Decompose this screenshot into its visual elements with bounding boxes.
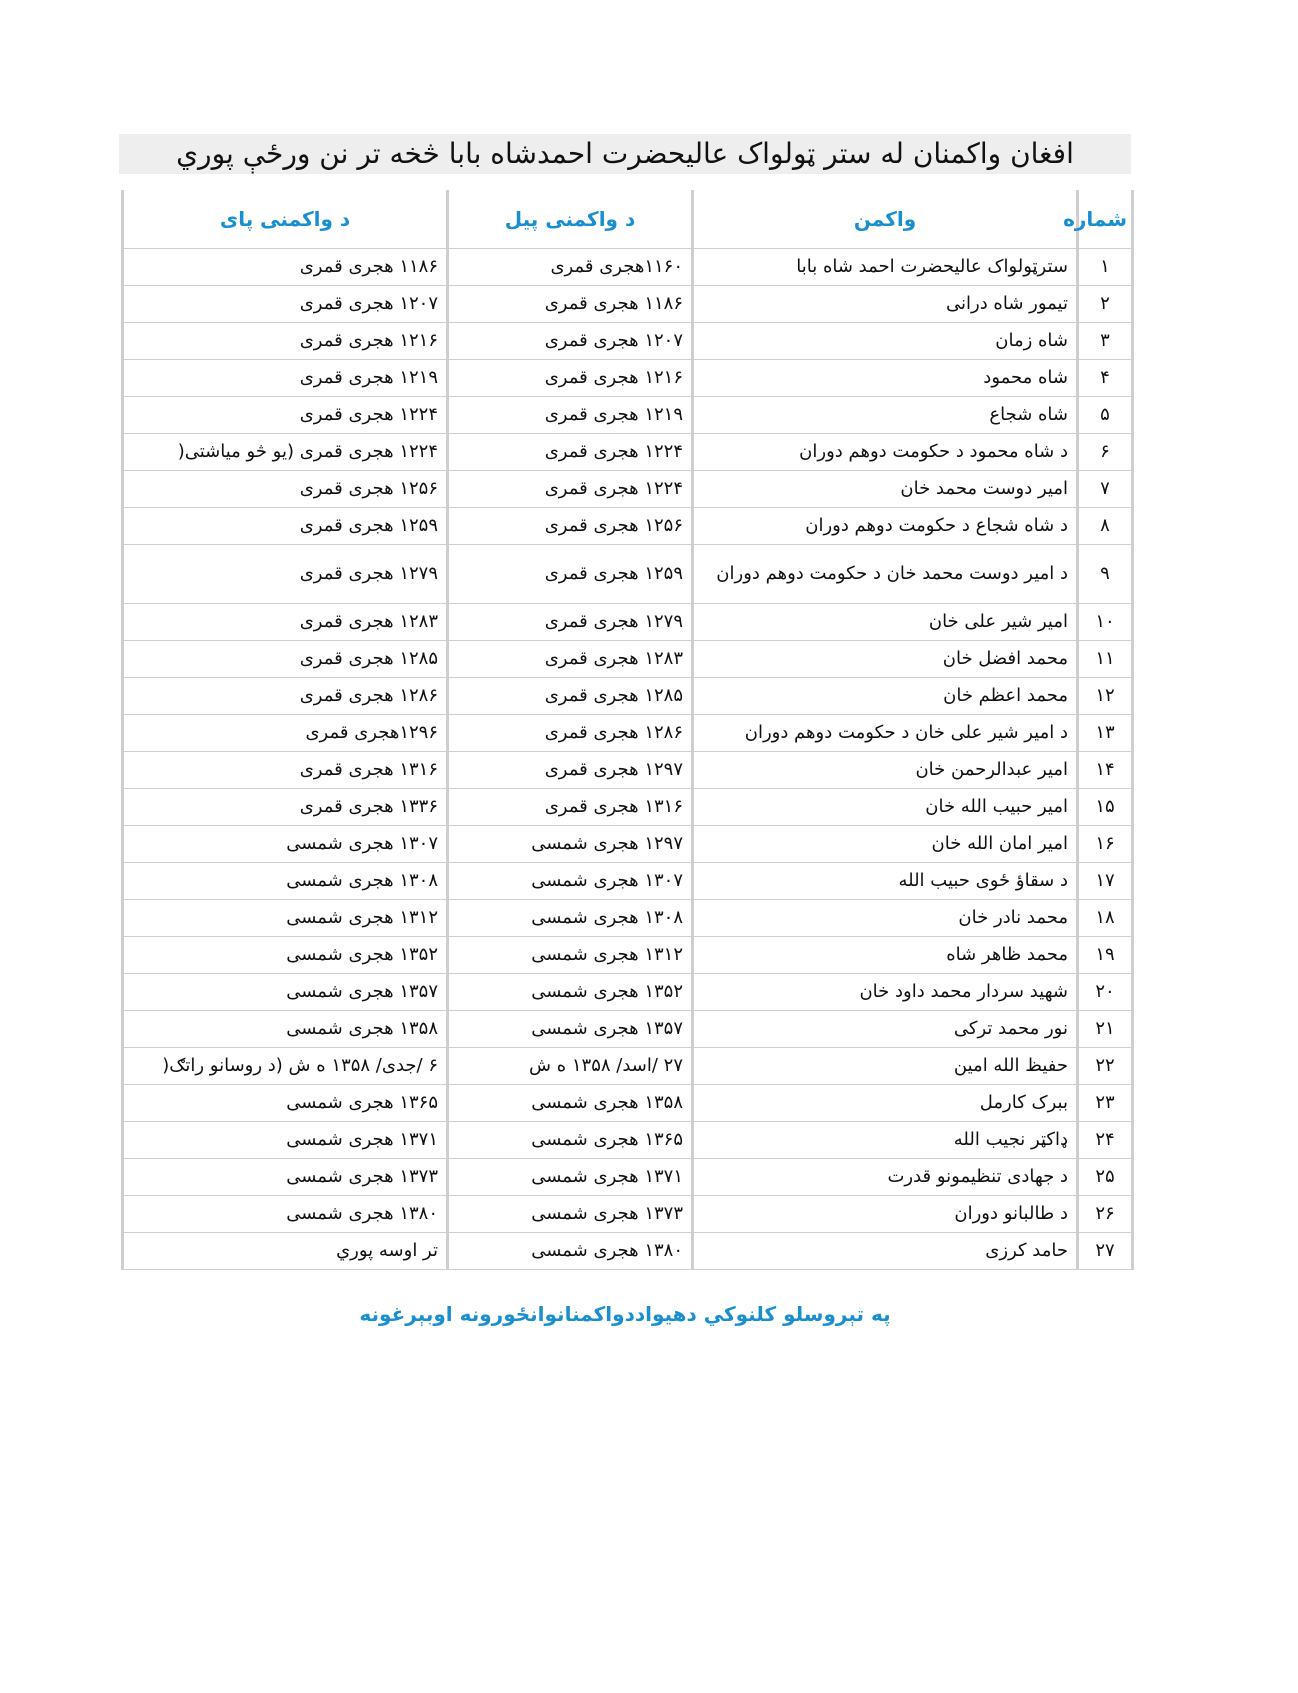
ruler-name: تیمور شاه درانی [693, 286, 1078, 323]
table-row [123, 434, 1133, 471]
reign-end: ۱۳۱۲ هجری شمسی [123, 900, 448, 937]
row-number: ۱۵ [1078, 789, 1133, 826]
reign-end: ۱۳۸۰ هجری شمسی [123, 1196, 448, 1233]
ruler-name: امیر حبیب الله خان [693, 789, 1078, 826]
ruler-name: د جهادی تنظیمونو قدرت [693, 1159, 1078, 1196]
reign-start: ۱۲۸۳ هجری قمری [448, 641, 693, 678]
reign-end: ۱۲۱۶ هجری قمری [123, 323, 448, 360]
table-row [123, 752, 1133, 789]
reign-end: ۱۳۶۵ هجری شمسی [123, 1085, 448, 1122]
row-number: ۱۹ [1078, 937, 1133, 974]
reign-start: ۱۳۶۵ هجری شمسی [448, 1122, 693, 1159]
reign-start: ۱۳۰۸ هجری شمسی [448, 900, 693, 937]
row-number: ۱۰ [1078, 604, 1133, 641]
reign-end: ۱۳۵۸ هجری شمسی [123, 1011, 448, 1048]
ruler-name: شاه شجاع [693, 397, 1078, 434]
ruler-name: امیر عبدالرحمن خان [693, 752, 1078, 789]
reign-end: ۱۲۵۶ هجری قمری [123, 471, 448, 508]
ruler-name: محمد اعظم خان [693, 678, 1078, 715]
row-number: ۲۲ [1078, 1048, 1133, 1085]
row-number: ۶ [1078, 434, 1133, 471]
ruler-name: ببرک کارمل [693, 1085, 1078, 1122]
reign-end: ۱۲۸۵ هجری قمری [123, 641, 448, 678]
table-row [123, 1011, 1133, 1048]
row-number: ۸ [1078, 508, 1133, 545]
reign-start: ۱۳۷۱ هجری شمسی [448, 1159, 693, 1196]
table-row [123, 1048, 1133, 1085]
row-number: ۴ [1078, 360, 1133, 397]
reign-start: ۱۲۲۴ هجری قمری [448, 471, 693, 508]
reign-end: ۶ /جدی/ ۱۳۵۸ ه ش (د روسانو راتګ( [123, 1048, 448, 1085]
row-number: ۱۸ [1078, 900, 1133, 937]
ruler-name: د طالبانو دوران [693, 1196, 1078, 1233]
ruler-name: محمد افضل خان [693, 641, 1078, 678]
row-number: ۵ [1078, 397, 1133, 434]
table-row [123, 1159, 1133, 1196]
row-number: ۱ [1078, 249, 1133, 286]
rulers-table [121, 190, 1134, 1270]
reign-end: ۱۲۷۹ هجری قمری [123, 545, 448, 604]
table-row [123, 360, 1133, 397]
reign-end: ۱۱۸۶ هجری قمری [123, 249, 448, 286]
table-row [123, 1233, 1133, 1270]
reign-end: ۱۲۸۶ هجری قمری [123, 678, 448, 715]
header-reign-end: د واکمنی پای [123, 190, 448, 249]
reign-end: ۱۲۱۹ هجری قمری [123, 360, 448, 397]
table-row [123, 604, 1133, 641]
ruler-name: حامد کرزی [693, 1233, 1078, 1270]
table-row [123, 937, 1133, 974]
reign-end: تر اوسه پوري [123, 1233, 448, 1270]
reign-start: ۱۳۵۷ هجری شمسی [448, 1011, 693, 1048]
row-number: ۹ [1078, 545, 1133, 604]
reign-end: ۱۳۳۶ هجری قمری [123, 789, 448, 826]
row-number: ۱۴ [1078, 752, 1133, 789]
footer-note: په تېروسلو کلنوکي دهیواددواکمنانوانځورونه اوبېرغونه [359, 1302, 891, 1326]
reign-start: ۱۲۸۵ هجری قمری [448, 678, 693, 715]
row-number: ۲۰ [1078, 974, 1133, 1011]
ruler-name: محمد نادر خان [693, 900, 1078, 937]
reign-start: ۱۳۱۲ هجری شمسی [448, 937, 693, 974]
reign-start: ۲۷ /اسد/ ۱۳۵۸ ه ش [448, 1048, 693, 1085]
row-number: ۱۷ [1078, 863, 1133, 900]
ruler-name: امیر امان الله خان [693, 826, 1078, 863]
reign-start: ۱۱۶۰هجری قمری [448, 249, 693, 286]
reign-start: ۱۱۸۶ هجری قمری [448, 286, 693, 323]
table-row [123, 471, 1133, 508]
row-number: ۳ [1078, 323, 1133, 360]
table-row [123, 1122, 1133, 1159]
reign-end: ۱۳۰۷ هجری شمسی [123, 826, 448, 863]
table-row [123, 715, 1133, 752]
ruler-name: د شاه شجاع د حکومت دوهم دوران [693, 508, 1078, 545]
row-number: ۲۶ [1078, 1196, 1133, 1233]
reign-start: ۱۳۵۸ هجری شمسی [448, 1085, 693, 1122]
table-row [123, 863, 1133, 900]
ruler-name: شاه زمان [693, 323, 1078, 360]
ruler-name: امیر شیر علی خان [693, 604, 1078, 641]
reign-end: ۱۲۸۳ هجری قمری [123, 604, 448, 641]
table-row [123, 974, 1133, 1011]
table-header-row [123, 190, 1133, 249]
row-number: ۲۱ [1078, 1011, 1133, 1048]
reign-end: ۱۳۵۲ هجری شمسی [123, 937, 448, 974]
reign-start: ۱۲۵۹ هجری قمری [448, 545, 693, 604]
table-row [123, 789, 1133, 826]
reign-end: ۱۳۵۷ هجری شمسی [123, 974, 448, 1011]
ruler-name: محمد ظاهر شاه [693, 937, 1078, 974]
reign-end: ۱۲۵۹ هجری قمری [123, 508, 448, 545]
reign-start: ۱۲۸۶ هجری قمری [448, 715, 693, 752]
ruler-name: د سقاؤ ځوی حبیب الله [693, 863, 1078, 900]
reign-start: ۱۲۲۴ هجری قمری [448, 434, 693, 471]
table-row [123, 397, 1133, 434]
row-number: ۲۴ [1078, 1122, 1133, 1159]
header-reign-start: د واکمنی پیل [448, 190, 693, 249]
reign-end: ۱۳۷۳ هجری شمسی [123, 1159, 448, 1196]
reign-start: ۱۳۱۶ هجری قمری [448, 789, 693, 826]
reign-start: ۱۲۰۷ هجری قمری [448, 323, 693, 360]
ruler-name: حفیظ الله امین [693, 1048, 1078, 1085]
row-number: ۲۳ [1078, 1085, 1133, 1122]
row-number: ۱۱ [1078, 641, 1133, 678]
row-number: ۱۶ [1078, 826, 1133, 863]
ruler-name: د شاه محمود د حکومت دوهم دوران [693, 434, 1078, 471]
reign-end: ۱۲۰۷ هجری قمری [123, 286, 448, 323]
header-ruler: واکمن [693, 190, 1078, 249]
reign-end: ۱۳۱۶ هجری قمری [123, 752, 448, 789]
ruler-name: ډاکټر نجیب الله [693, 1122, 1078, 1159]
table-row [123, 286, 1133, 323]
row-number: ۲۵ [1078, 1159, 1133, 1196]
header-number: شماره [1078, 190, 1133, 249]
row-number: ۱۲ [1078, 678, 1133, 715]
reign-start: ۱۳۷۳ هجری شمسی [448, 1196, 693, 1233]
ruler-name: د امیر شیر علی خان د حکومت دوهم دوران [693, 715, 1078, 752]
table-body [123, 249, 1133, 1270]
row-number: ۷ [1078, 471, 1133, 508]
reign-start: ۱۳۸۰ هجری شمسی [448, 1233, 693, 1270]
reign-end: ۱۲۹۶هجری قمری [123, 715, 448, 752]
table-row [123, 508, 1133, 545]
row-number: ۱۳ [1078, 715, 1133, 752]
reign-end: ۱۳۷۱ هجری شمسی [123, 1122, 448, 1159]
ruler-name: شاه محمود [693, 360, 1078, 397]
ruler-name: نور محمد ترکی [693, 1011, 1078, 1048]
reign-start: ۱۲۹۷ هجری شمسی [448, 826, 693, 863]
reign-end: ۱۳۰۸ هجری شمسی [123, 863, 448, 900]
ruler-name: امیر دوست محمد خان [693, 471, 1078, 508]
table-row [123, 678, 1133, 715]
ruler-name: سترټولواک عالیحضرت احمد شاه بابا [693, 249, 1078, 286]
page-title: افغان واکمنان له ستر ټولواک عالیحضرت احمدشاه بابا څخه تر نن ورځې پوري [119, 134, 1131, 174]
row-number: ۲۷ [1078, 1233, 1133, 1270]
ruler-name: شهید سردار محمد داود خان [693, 974, 1078, 1011]
reign-start: ۱۲۵۶ هجری قمری [448, 508, 693, 545]
reign-start: ۱۲۷۹ هجری قمری [448, 604, 693, 641]
reign-start: ۱۳۰۷ هجری شمسی [448, 863, 693, 900]
reign-start: ۱۲۱۶ هجری قمری [448, 360, 693, 397]
reign-start: ۱۲۱۹ هجری قمری [448, 397, 693, 434]
reign-end: ۱۲۲۴ هجری قمری (یو څو میاشتی( [123, 434, 448, 471]
row-number: ۲ [1078, 286, 1133, 323]
table-row [123, 641, 1133, 678]
reign-end: ۱۲۲۴ هجری قمری [123, 397, 448, 434]
table-row [123, 1196, 1133, 1233]
ruler-name: د امیر دوست محمد خان د حکومت دوهم دوران [693, 545, 1078, 604]
table-row [123, 249, 1133, 286]
reign-start: ۱۲۹۷ هجری قمری [448, 752, 693, 789]
table-row [123, 323, 1133, 360]
table-row [123, 900, 1133, 937]
reign-start: ۱۳۵۲ هجری شمسی [448, 974, 693, 1011]
table-row [123, 545, 1133, 604]
table-row [123, 1085, 1133, 1122]
table-row [123, 826, 1133, 863]
